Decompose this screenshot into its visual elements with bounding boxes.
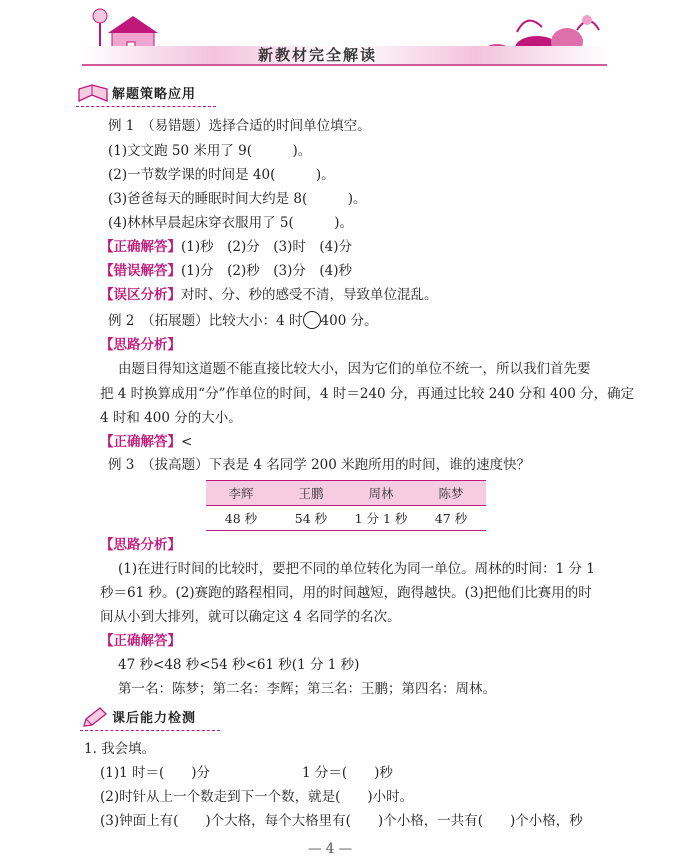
correct-answer: < [181, 434, 193, 450]
example3-correct-label: 【正确解答】 [100, 633, 181, 649]
table-cell: 47 秒 [416, 506, 486, 531]
exercise-row1-a: (1)1 时＝( )分 [100, 765, 211, 781]
example2-think-label: 【思路分析】 [100, 337, 181, 353]
example2-p2: 把 4 时换算成用“分”作单位的时间，4 时＝240 分，再通过比较 240 分和 400 分，确定 [100, 386, 635, 402]
example2-correct [100, 433, 192, 451]
correct-label: 【正确解答】 [100, 239, 181, 255]
section-divider [76, 106, 216, 107]
section-title-practice: 课后能力检测 [112, 711, 197, 726]
book-icon [76, 83, 110, 105]
table-cell: 周林 [346, 481, 416, 506]
example1-mistake [100, 286, 438, 304]
example1-wrong [100, 262, 352, 280]
table-cell: 1 分 1 秒 [346, 506, 416, 531]
example1-q3: (3)爸爸每天的睡眠时间大约是 8( )。 [108, 191, 367, 207]
page-number: — 4 — [308, 841, 353, 857]
example3-think-label: 【思路分析】 [100, 537, 181, 553]
example1-q2: (2)一节数学课的时间是 40( )。 [108, 167, 335, 183]
table-header-row [206, 481, 486, 506]
example1-q4: (4)林林早晨起床穿衣服用了 5( )。 [108, 215, 354, 231]
example1-correct [100, 238, 352, 256]
example3-answer1: 47 秒<48 秒<54 秒<61 秒(1 分 1 秒) [118, 657, 360, 673]
example1-title: 例 1 （易错题）选择合适的时间单位填空。 [108, 118, 371, 134]
table-cell: 48 秒 [206, 506, 276, 531]
exercise-row3: (3)钟面上有( )个大格，每个大格里有( )个小格，一共有( )个小格，秒 [100, 813, 583, 829]
example1-q1: (1)文文跑 50 米用了 9( )。 [108, 143, 312, 159]
table-cell: 54 秒 [276, 506, 346, 531]
example3-title: 例 3 （拔高题）下表是 4 名同学 200 米跑所用的时间，谁的速度快？ [108, 457, 531, 473]
wrong-label: 【错误解答】 [100, 263, 181, 279]
section-divider [80, 730, 220, 731]
example3-p1: (1)在进行时间的比较时，要把不同的单位转化为同一单位。周林的时间：1 分 1 [118, 561, 595, 577]
pencil-icon [80, 706, 108, 730]
table-cell: 李辉 [206, 481, 276, 506]
table-row [206, 506, 486, 531]
correct-answer: (1)秒 (2)分 (3)时 (4)分 [181, 239, 352, 255]
example3-answer2: 第一名：陈梦；第二名：李辉；第三名：王鹏；第四名：周林。 [118, 681, 496, 697]
exercise-row2: (2)时针从上一个数走到下一个数，就是( )小时。 [100, 789, 414, 805]
section-title-strategy: 解题策略应用 [112, 87, 197, 102]
example3-p3: 间从小到大排列，就可以确定这 4 名同学的名次。 [100, 609, 401, 625]
header-title: 新教材完全解读 [258, 46, 378, 64]
example2-p3: 4 时和 400 分的大小。 [100, 410, 242, 426]
compare-circle [303, 311, 321, 329]
table-cell: 王鹏 [276, 481, 346, 506]
mistake-label: 【误区分析】 [100, 287, 181, 303]
mistake-text: 对时、分、秒的感受不清，导致单位混乱。 [181, 287, 438, 303]
exercise-heading: 1. 我会填。 [84, 741, 156, 757]
example3-p2: 秒＝61 秒。(2)赛跑的路程相同，用的时间越短，跑得越快。(3)把他们比赛用的时 [100, 585, 592, 601]
example2-title-b: 400 分。 [320, 313, 378, 329]
wrong-answer: (1)分 (2)秒 (3)分 (4)秒 [181, 263, 352, 279]
example2-title [108, 311, 378, 330]
time-table [206, 480, 486, 531]
table-cell: 陈梦 [416, 481, 486, 506]
example2-title-a: 例 2 （拓展题）比较大小：4 时 [108, 313, 303, 329]
example2-p1: 由题目得知这道题不能直接比较大小，因为它们的单位不统一，所以我们首先要 [118, 361, 591, 377]
correct-label: 【正确解答】 [100, 434, 181, 450]
exercise-row1-b: 1 分＝( )秒 [302, 765, 393, 781]
